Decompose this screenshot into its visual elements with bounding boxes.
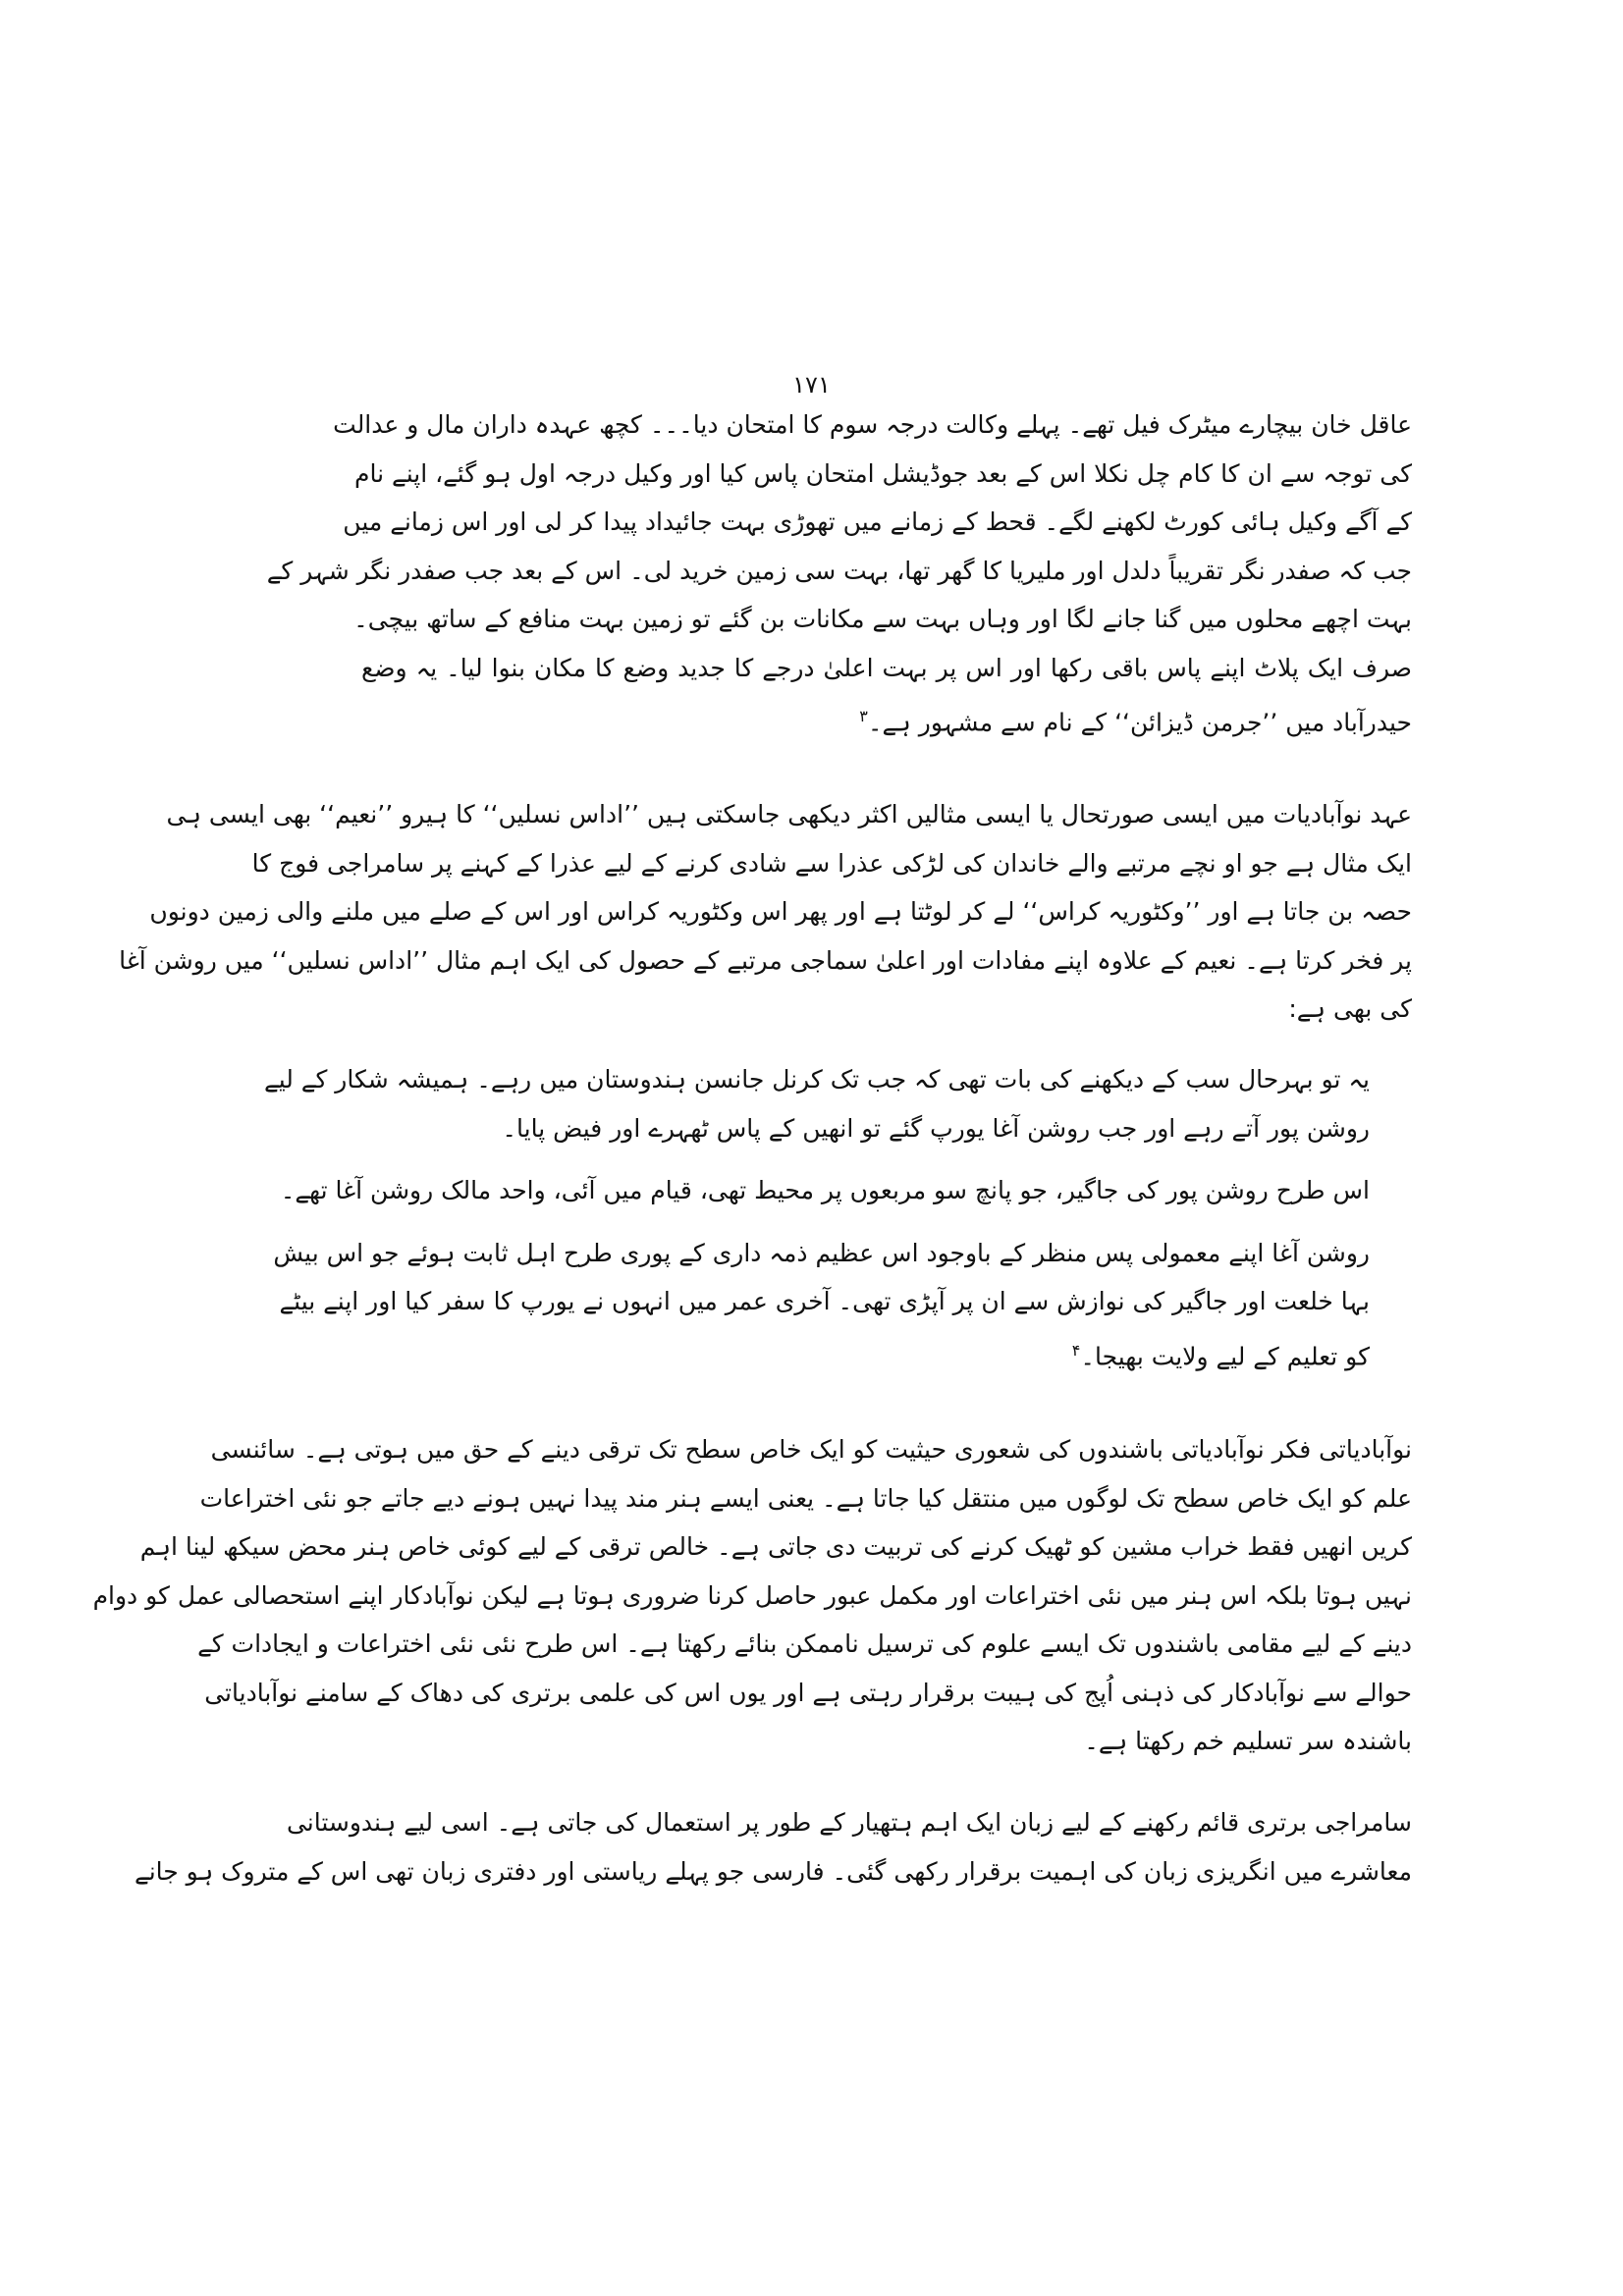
quote-line: بہا خلعت اور جاگیر کی نوازش سے ان پر آپڑی تھی۔ آخری عمر میں انہوں نے یورپ کا سفر کیا اور اپنے بیٹے	[279, 1287, 1370, 1315]
paragraph-line-last: کی بھی ہے:	[1288, 994, 1412, 1023]
block-quote-1	[266, 400, 1412, 741]
paragraph-line: سامراجی برتری قائم رکھنے کے لیے زبان ایک اہم ہتھیار کے طور پر استعمال کی جاتی ہے۔ اسی لیے ہندوستانی	[286, 1808, 1412, 1837]
paragraph-line: نہیں ہوتا بلکہ اس ہنر میں نئی اختراعات اور مکمل عبور حاصل کرنا ضروری ہوتا ہے لیکن نوآبادکار اپنے استحصالی عمل کو دوام	[92, 1580, 1412, 1610]
quote-line-last	[361, 692, 1412, 741]
paragraph-line: پر فخر کرتا ہے۔ نعیم کے علاوہ اپنے مفادات اور اعلیٰ سماجی مرتبے کے حصول کی ایک اہم مثال ’’اداس نسلیں‘‘ میں روشن آغا	[119, 945, 1412, 975]
quote-text: کو تعلیم کے لیے ولایت بھیجا۔	[1080, 1341, 1370, 1370]
paragraph-line: کریں انھیں فقط خراب مشین کو ٹھیک کرنے کی تربیت دی جاتی ہے۔ خالص ترقی کے لیے کوئی خاص ہنر محض سیکھ لینا اہم	[139, 1532, 1412, 1561]
paragraph-1	[119, 790, 1412, 1034]
paragraph-line: عہد نوآبادیات میں ایسی صورتحال یا ایسی مثالیں اکثر دیکھی جاسکتی ہیں ’’اداس نسلیں‘‘ کا ہیرو ’’نعیم‘‘ بھی ایسی ہی	[166, 800, 1412, 828]
quote-line-last: روشن پور آتے رہے اور جب روشن آغا یورپ گئے تو انھیں کے پاس ٹھہرے اور فیض پایا۔	[502, 1113, 1370, 1143]
page-number: ۱۷۱	[792, 371, 831, 399]
quote-line-last: اس طرح روشن پور کی جاگیر، جو پانچ سو مربعوں پر محیط تھی، قیام میں آئی، واحد مالک روشن آغا تھے۔	[280, 1176, 1370, 1204]
paragraph-line: علم کو ایک خاص سطح تک لوگوں میں منتقل کیا جاتا ہے۔ یعنی ایسے ہنر مند پیدا نہیں ہونے دیے جاتے جو نئی اختراعات	[199, 1483, 1412, 1513]
quote-line: بہت اچھے محلوں میں گنا جانے لگا اور وہاں بہت سے مکانات بن گئے تو زمین بہت منافع کے ساتھ بیچی۔	[353, 605, 1412, 633]
paragraph-line-last: باشندہ سر تسلیم خم رکھتا ہے۔	[1084, 1727, 1412, 1755]
paragraph-line: حوالے سے نوآبادکار کی ذہنی اُپج کی ہیبت برقرار رہتی ہے اور یوں اس کی علمی برتری کی دھاک کے سامنے نوآبادیاتی	[204, 1678, 1412, 1707]
quote-line: جب کہ صفدر نگر تقریباً دلدل اور ملیریا کا گھر تھا، بہت سی زمین خرید لی۔ اس کے بعد جب صفدر نگر شہر کے	[266, 556, 1412, 585]
quote-line: صرف ایک پلاٹ اپنے پاس باقی رکھا اور اس پر بہت اعلیٰ درجے کا جدید وضع کا مکان بنوا لیا۔ یہ وضع	[361, 653, 1412, 682]
quote-line: عاقل خان بیچارے میٹرک فیل تھے۔ پہلے وکالت درجہ سوم کا امتحان دیا۔۔۔ کچھ عہدہ داران مال و عدالت	[333, 410, 1412, 439]
paragraph-3	[135, 1798, 1412, 1896]
paragraph-line: دینے کے لیے مقامی باشندوں تک ایسے علوم کی ترسیل ناممکن بنائے رکھتا ہے۔ اس طرح نئی نئی اختراعات و ایجادات کے	[197, 1629, 1412, 1658]
quote-line-last	[361, 1326, 1370, 1375]
paragraph-line: ایک مثال ہے جو او نچے مرتبے والے خاندان کی لڑکی عذرا سے شادی کرنے کے لیے عذرا کے کہنے پر سامراجی فوج کا	[251, 848, 1412, 878]
paragraph-line: نوآبادیاتی فکر نوآبادیاتی باشندوں کی شعوری حیثیت کو ایک خاص سطح تک ترقی دینے کے حق میں ہوتی ہے۔ سائنسی	[210, 1435, 1412, 1464]
quote-line: کے آگے وکیل ہائی کورٹ لکھنے لگے۔ قحط کے زمانے میں تھوڑی بہت جائیداد پیدا کر لی اور اس زمانے میں	[343, 507, 1412, 536]
paragraph-line: معاشرے میں انگریزی زبان کی اہمیت برقرار رکھی گئی۔ فارسی جو پہلے ریاستی اور دفتری زبان تھی اس کے متروک ہو جانے	[135, 1856, 1412, 1886]
paragraph-line: حصہ بن جاتا ہے اور ’’وکٹوریہ کراس‘‘ لے کر لوٹتا ہے اور پھر اس وکٹوریہ کراس اور اس کے صلے میں ملنے والی زمین دونوں	[149, 897, 1412, 926]
block-quote-2	[264, 1055, 1370, 1374]
quote-line: روشن آغا اپنے معمولی پس منظر کے باوجود اس عظیم ذمہ داری کے پوری طرح اہل ثابت ہوئے جو اس بیش	[273, 1238, 1370, 1267]
footnote-ref: ۴	[1071, 1340, 1081, 1360]
quote-line: یہ تو بہرحال سب کے دیکھنے کی بات تھی کہ جب تک کرنل جانسن ہندوستان میں رہے۔ ہمیشہ شکار کے لیے	[264, 1065, 1370, 1094]
quote-text: حیدرآباد میں ’’جرمن ڈیزائن‘‘ کے نام سے مشہور ہے۔	[867, 708, 1412, 737]
paragraph-2	[92, 1425, 1412, 1766]
footnote-ref: ۳	[859, 707, 868, 725]
quote-line: کی توجہ سے ان کا کام چل نکلا اس کے بعد جوڈیشل امتحان پاس کیا اور وکیل درجہ اول ہو گئے، اپنے نام	[354, 458, 1412, 488]
